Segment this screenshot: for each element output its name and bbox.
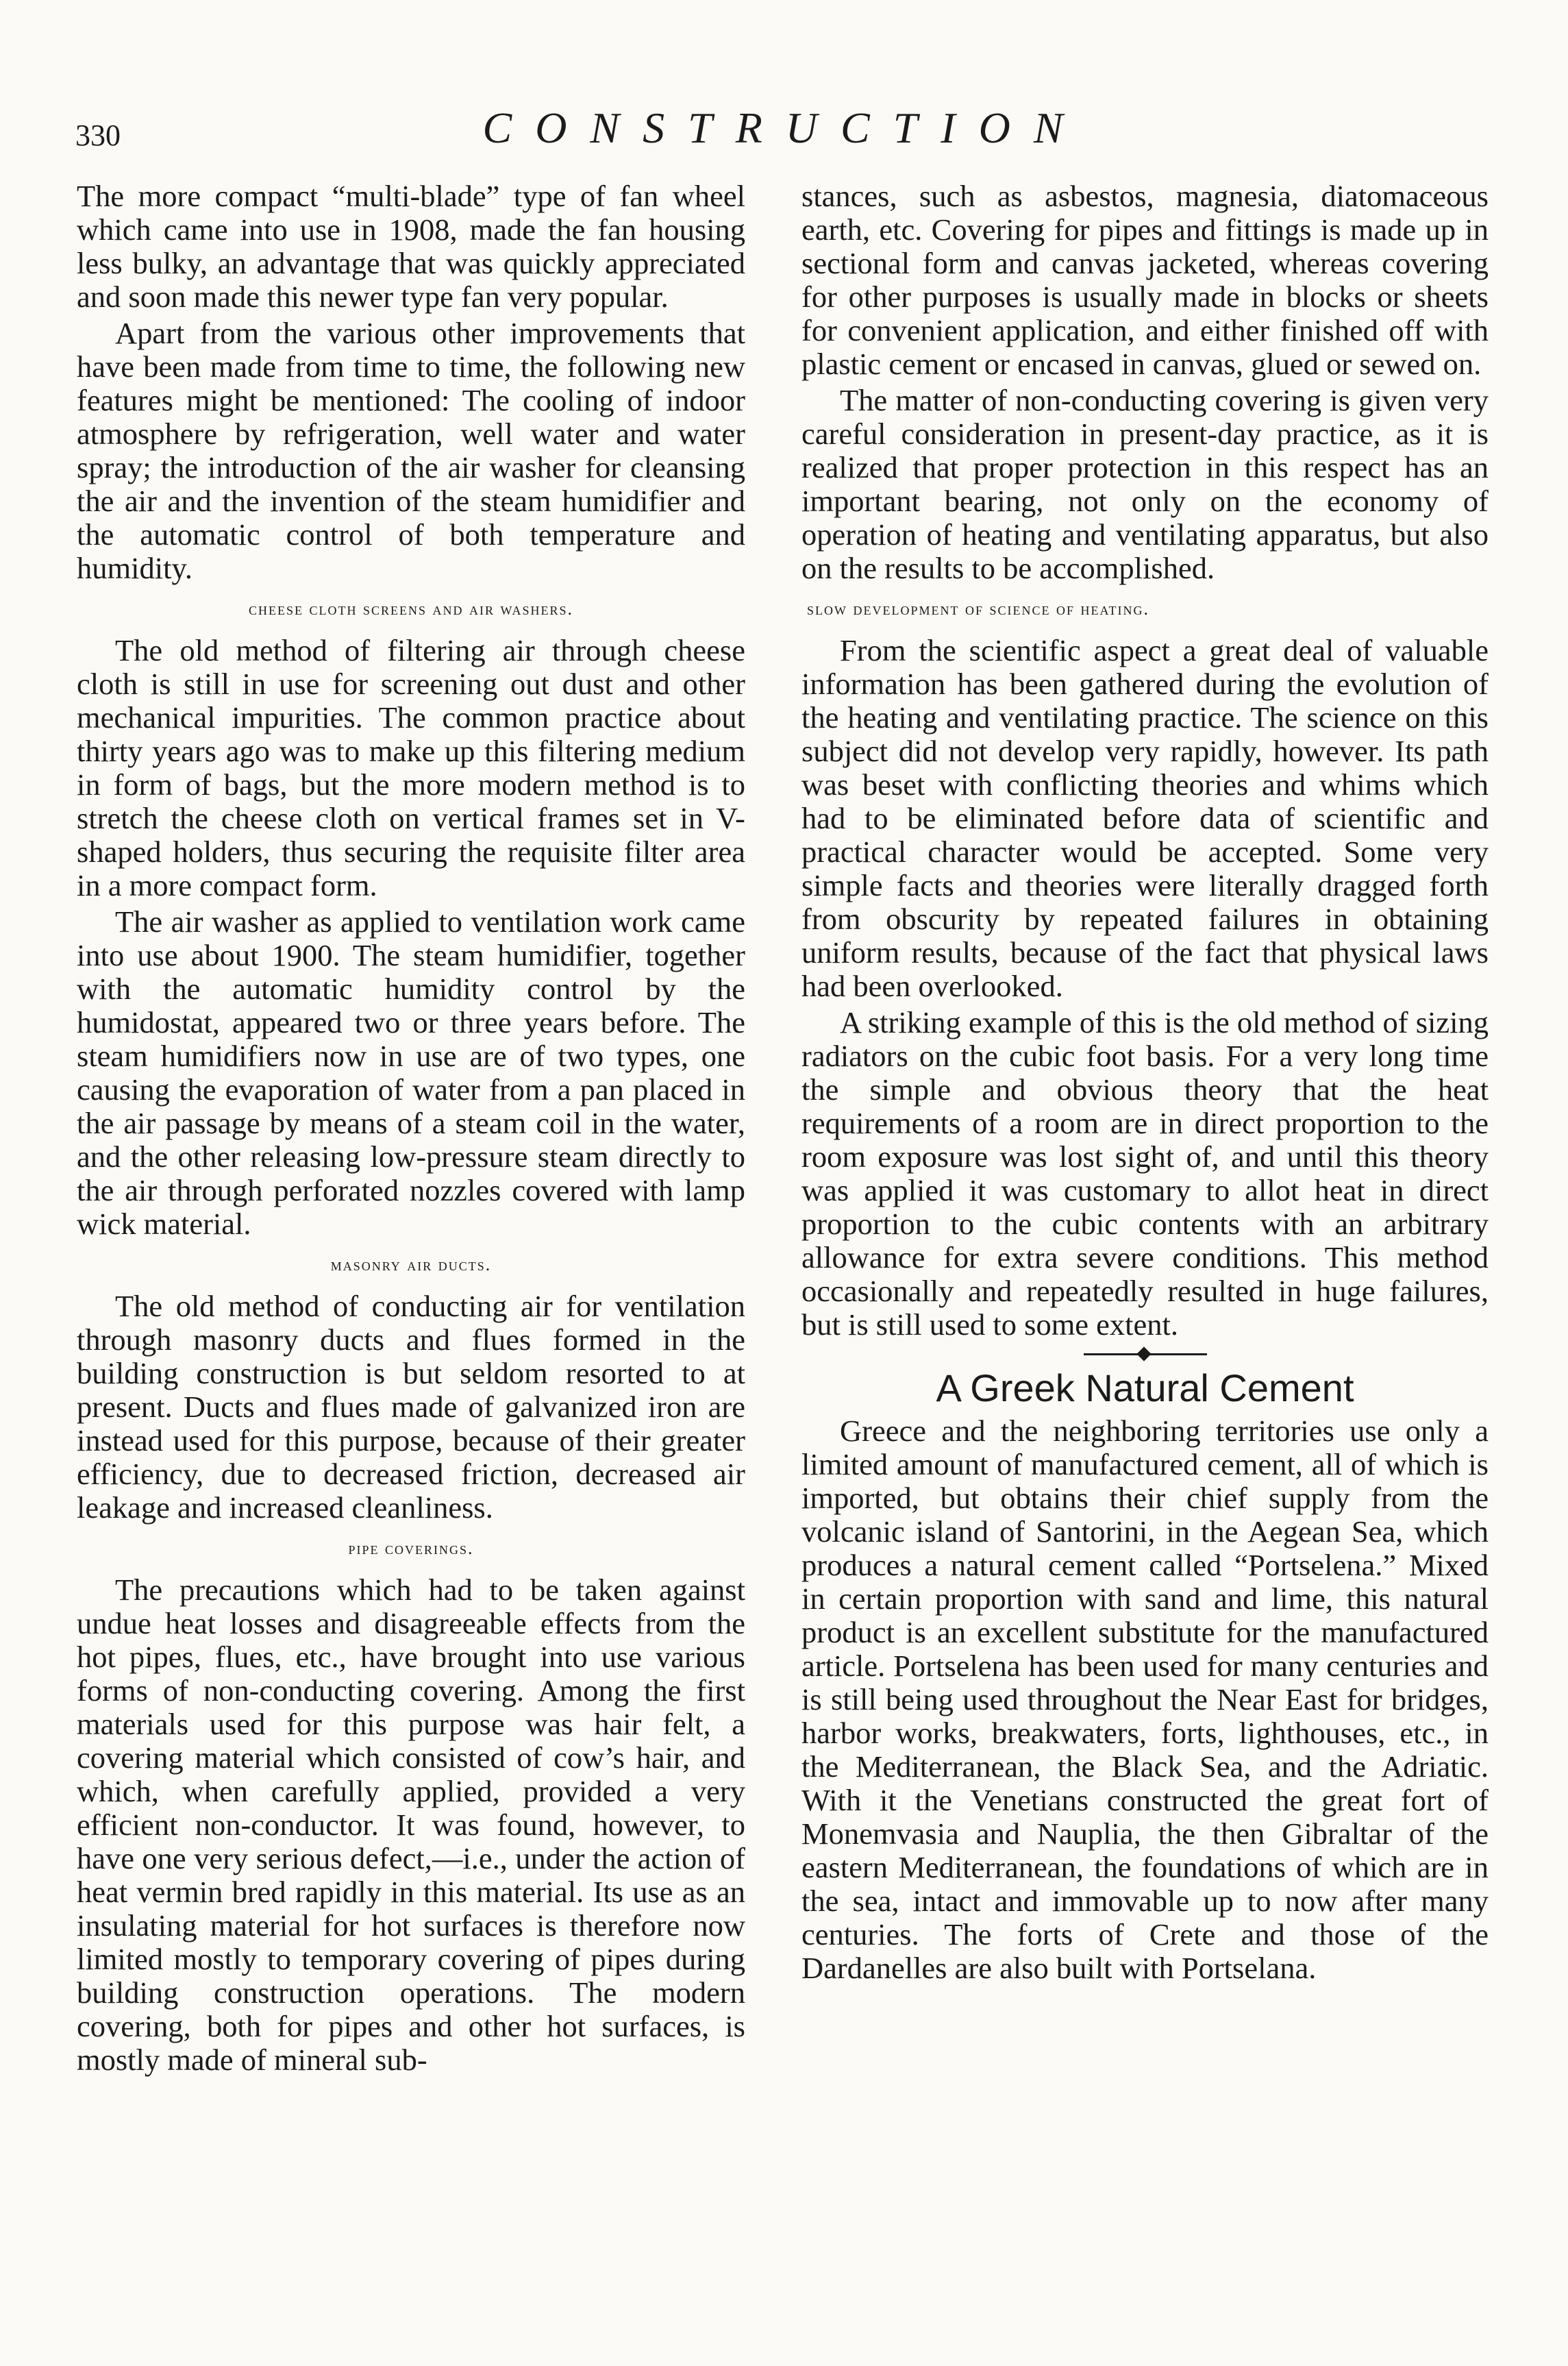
- paragraph: The air washer as applied to ventilation work came into use about 1900. The steam humidifier, together with the automatic humidity control by the humidostat, appeared two or three years before. The steam humidifiers now in use are of two types, one causing the evaporation of water from a pan placed in the air passage by means of a steam coil in the water, and the other releasing low-pressure steam directly to the air through perforated nozzles covered with lamp wick material.: [77, 904, 745, 1241]
- diamond-icon: [1136, 1346, 1151, 1361]
- section-heading: pipe coverings.: [348, 1538, 474, 1558]
- left-column: [77, 180, 745, 2080]
- paragraph: The precautions which had to be taken against undue heat losses and disagreeable effects from the hot pipes, flues, etc., have brought into use various forms of non-conducting covering. Among the first materials used for this purpose was hair felt, a covering material which consisted of cow’s hair, and which, when carefully applied, provided a very efficient non-conductor. It was found, however, to have one very serious defect,—i.e., under the action of heat vermin bred rapidly in this material. Its use as an insulating material for hot surfaces is therefore now limited mostly to temporary covering of pipes during building construction operations. The modern covering, both for pipes and other hot surfaces, is mostly made of mineral sub-: [77, 1573, 745, 2077]
- article-title: A Greek Natural Cement: [936, 1366, 1354, 1409]
- page-header: [75, 103, 1493, 164]
- paragraph: Greece and the neighboring territories use only a limited amount of manufactured cement, all of which is imported, but obtains their chief supply from the volcanic island of Santorini, in the Aegean Sea, which produces a natural cement called “Portselena.” Mixed in certain proportion with sand and lime, this natural product is an excellent substitute for the manufactured article. Portselena has been used for many centuries and is still being used throughout the Near East for bridges, harbor works, breakwaters, forts, lighthouses, etc., in the Mediterranean, the Black Sea, and the Adriatic. With it the Venetians constructed the great fort of Monemvasia and Nauplia, the then Gibraltar of the eastern Mediterranean, the foundations of which are in the sea, intact and immovable up to now after many centuries. The forts of Crete and those of the Dardanelles are also built with Portselana.: [801, 1414, 1489, 1985]
- paragraph: The matter of non-conducting covering is given very careful consideration in present-day practice, as it is realized that proper protection in this respect has an important bearing, not only on the economy of operation of heating and ventilating apparatus, but also on the results to be accomplished.: [801, 383, 1489, 585]
- paragraph: The more compact “multi-blade” type of fan wheel which came into use in 1908, made the fan housing less bulky, an advantage that was quickly appreciated and soon made this newer type fan very popular.: [77, 179, 745, 314]
- paragraph: Apart from the various other improvements that have been made from time to time, the following new features might be mentioned: The cooling of indoor atmosphere by refrigeration, well water and water spray; the introduction of the air washer for cleansing the air and the invention of the steam humidifier and the automatic control of both temperature and humidity.: [77, 316, 745, 585]
- page-number: 330: [75, 119, 121, 152]
- divider-ornament: [1084, 1347, 1207, 1361]
- section-heading: masonry air ducts.: [330, 1255, 492, 1274]
- section-heading: cheese cloth screens and air washers.: [248, 599, 574, 619]
- paragraph: A striking example of this is the old method of sizing radiators on the cubic foot basis. For a very long time the simple and obvious theory that the heat requirements of a room are in direct proportion to the room exposure was lost sight of, and until this theory was applied it was customary to allot heat in direct proportion to the cubic contents with an arbitrary allowance for extra severe conditions. This method occasionally and repeatedly resulted in huge failures, but is still used to some extent.: [801, 1005, 1489, 1342]
- paragraph: From the scientific aspect a great deal of valuable information has been gathered during the evolution of the heating and ventilating practice. The science on this subject did not develop very rapidly, however. Its path was beset with conflicting theories and whims which had to be eliminated before data of scientific and practical character would be accepted. Some very simple facts and theories were literally dragged forth from obscurity by repeated failures in obtaining uniform results, because of the fact that physical laws had been overlooked.: [801, 633, 1489, 1003]
- paragraph: The old method of conducting air for ventilation through masonry ducts and flues formed in the building construction is but seldom resorted to at present. Ducts and flues made of galvanized iron are instead used for this purpose, because of their greater efficiency, due to decreased friction, decreased air leakage and increased cleanliness.: [77, 1289, 745, 1525]
- section-heading: slow development of science of heating.: [807, 599, 1149, 619]
- right-column: [801, 180, 1489, 1988]
- running-title: CONSTRUCTION: [482, 103, 1086, 152]
- paragraph: The old method of filtering air through cheese cloth is still in use for screening out dust and other mechanical impurities. The common practice about thirty years ago was to make up this filtering medium in form of bags, but the more modern method is to stretch the cheese cloth on vertical frames set in V-shaped holders, thus securing the requisite filter area in a more compact form.: [77, 633, 745, 902]
- paragraph: stances, such as asbestos, magnesia, diatomaceous earth, etc. Covering for pipes and fittings is made up in sectional form and canvas jacketed, whereas covering for other purposes is usually made in blocks or sheets for convenient application, and either finished off with plastic cement or encased in canvas, glued or sewed on.: [801, 179, 1489, 381]
